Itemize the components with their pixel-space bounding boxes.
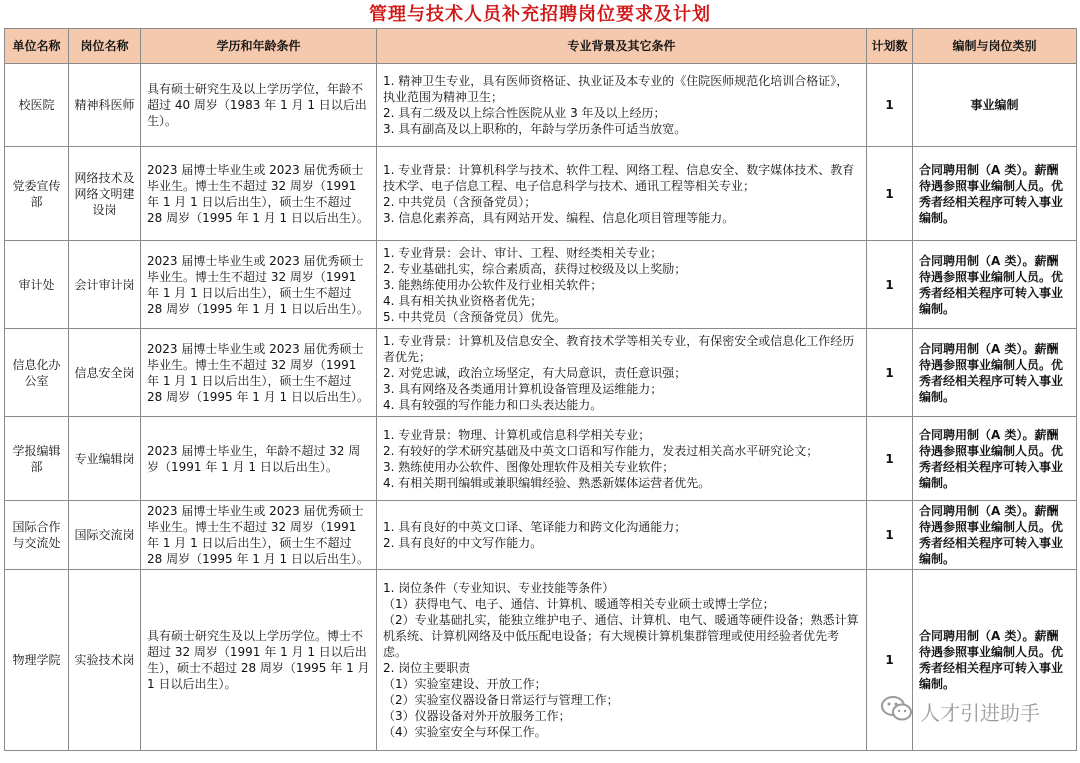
post-cell: 信息安全岗 <box>69 329 141 417</box>
req-cell <box>377 64 867 147</box>
unit-cell: 校医院 <box>5 64 69 147</box>
post-cell: 实验技术岗 <box>69 570 141 751</box>
req-cell <box>377 570 867 751</box>
req-line: （1）获得电气、电子、通信、计算机、暖通等相关专业硕士或博士学位； <box>383 597 775 611</box>
req-line: 4. 具有相关执业资格者优先； <box>383 293 543 308</box>
count-cell: 1 <box>867 501 913 570</box>
req-line: 1. 专业背景：计算机科学与技术、软件工程、网络工程、信息安全、数字媒体技术、教育技术学、电子信息工程、电子信息科学与技术、通讯工程等相关专业； <box>383 162 855 193</box>
req-line: 1. 岗位条件（专业知识、专业技能等条件） <box>383 581 615 595</box>
table-row <box>5 329 1077 417</box>
req-line: 2. 专业基础扎实，综合素质高，获得过校级及以上奖励； <box>383 261 687 276</box>
table-row <box>5 501 1077 570</box>
type-cell: 合同聘用制（A 类）。薪酬待遇参照事业编制人员。优秀者经相关程序可转入事业编制。 <box>913 501 1077 570</box>
table-row <box>5 64 1077 147</box>
unit-cell: 党委宣传部 <box>5 147 69 241</box>
req-cell <box>377 501 867 570</box>
header-unit: 单位名称 <box>5 29 69 64</box>
watermark-text: 人才引进助手 <box>920 701 1040 725</box>
page-title: 管理与技术人员补充招聘岗位要求及计划 <box>369 4 711 25</box>
req-line: （2）专业基础扎实，能独立维护电子、通信、计算机、电气、暖通等硬件设备；熟悉计算机系统、计算机网络及中低压配电设备；有大规模计算机集群管理或使用经验者优先考虑。 <box>383 613 859 659</box>
req-line: 2. 具有良好的中文写作能力。 <box>383 536 543 550</box>
unit-cell: 审计处 <box>5 241 69 329</box>
edu-cell: 2023 届博士毕业生或 2023 届优秀硕士毕业生。博士生不超过 32 周岁（1991 年 1 月 1 日以后出生），硕士生不超过 28 周岁（1995 年 1 月 1 日以后出生）。 <box>141 501 377 570</box>
req-line: 1. 专业背景：计算机及信息安全、教育技术学等相关专业，有保密安全或信息化工作经历者优先； <box>383 333 855 364</box>
count-cell: 1 <box>867 417 913 501</box>
unit-cell: 学报编辑部 <box>5 417 69 501</box>
type-cell: 合同聘用制（A 类）。薪酬待遇参照事业编制人员。优秀者经相关程序可转入事业编制。 <box>913 241 1077 329</box>
count-cell: 1 <box>867 570 913 751</box>
req-line: （2）实验室仪器设备日常运行与管理工作； <box>383 693 619 707</box>
req-line: 3. 能熟练使用办公软件及行业相关软件； <box>383 277 603 292</box>
header-type: 编制与岗位类别 <box>913 29 1077 64</box>
header-count: 计划数 <box>867 29 913 64</box>
post-cell: 网络技术及网络文明建设岗 <box>69 147 141 241</box>
req-line: （3）仪器设备对外开放服务工作； <box>383 709 571 723</box>
header-req: 专业背景及其它条件 <box>377 29 867 64</box>
req-line: 1. 专业背景：会计、审计、工程、财经类相关专业； <box>383 245 663 260</box>
req-line: （4）实验室安全与环保工作。 <box>383 725 547 739</box>
req-cell <box>377 241 867 329</box>
req-line: 1. 专业背景：物理、计算机或信息科学相关专业； <box>383 427 651 442</box>
unit-cell: 国际合作与交流处 <box>5 501 69 570</box>
count-cell: 1 <box>867 147 913 241</box>
req-line: 2. 中共党员（含预备党员）； <box>383 194 537 209</box>
req-line: 1. 具有良好的中英文口译、笔译能力和跨文化沟通能力； <box>383 520 687 534</box>
table-row <box>5 241 1077 329</box>
req-line: 3. 具有副高及以上职称的，年龄与学历条件可适当放宽。 <box>383 122 687 136</box>
req-line: 4. 有相关期刊编辑或兼职编辑经验、熟悉新媒体运营者优先。 <box>383 475 711 490</box>
req-line: 2. 对党忠诚，政治立场坚定，有大局意识，责任意识强； <box>383 365 687 380</box>
req-line: 2. 具有二级及以上综合性医院从业 3 年及以上经历； <box>383 106 666 120</box>
req-cell <box>377 147 867 241</box>
unit-cell: 物理学院 <box>5 570 69 751</box>
table-row <box>5 417 1077 501</box>
post-cell: 会计审计岗 <box>69 241 141 329</box>
post-cell: 精神科医师 <box>69 64 141 147</box>
table-row <box>5 147 1077 241</box>
req-cell <box>377 329 867 417</box>
unit-cell: 信息化办公室 <box>5 329 69 417</box>
type-cell: 事业编制 <box>913 64 1077 147</box>
req-line: 3. 信息化素养高，具有网站开发、编程、信息化项目管理等能力。 <box>383 210 735 225</box>
header-row <box>5 29 1077 64</box>
req-line: 5. 中共党员（含预备党员）优先。 <box>383 309 567 324</box>
edu-cell: 2023 届博士毕业生，年龄不超过 32 周岁（1991 年 1 月 1 日以后出生）。 <box>141 417 377 501</box>
post-cell: 国际交流岗 <box>69 501 141 570</box>
recruitment-table <box>4 28 1077 751</box>
type-cell: 合同聘用制（A 类）。薪酬待遇参照事业编制人员。优秀者经相关程序可转入事业编制。 <box>913 329 1077 417</box>
type-cell: 合同聘用制（A 类）。薪酬待遇参照事业编制人员。优秀者经相关程序可转入事业编制。 <box>913 570 1077 751</box>
req-cell <box>377 417 867 501</box>
type-cell: 合同聘用制（A 类）。薪酬待遇参照事业编制人员。优秀者经相关程序可转入事业编制。 <box>913 147 1077 241</box>
type-cell: 合同聘用制（A 类）。薪酬待遇参照事业编制人员。优秀者经相关程序可转入事业编制。 <box>913 417 1077 501</box>
req-line: （1）实验室建设、开放工作； <box>383 677 547 691</box>
req-line: 2. 有较好的学术研究基础及中英文口语和写作能力，发表过相关高水平研究论文； <box>383 443 819 458</box>
header-edu: 学历和年龄条件 <box>141 29 377 64</box>
req-line: 4. 具有较强的写作能力和口头表达能力。 <box>383 397 603 412</box>
edu-cell: 2023 届博士毕业生或 2023 届优秀硕士毕业生。博士生不超过 32 周岁（1991 年 1 月 1 日以后出生），硕士生不超过 28 周岁（1995 年 1 月 1 日以后出生）。 <box>141 147 377 241</box>
edu-cell: 2023 届博士毕业生或 2023 届优秀硕士毕业生。博士生不超过 32 周岁（1991 年 1 月 1 日以后出生），硕士生不超过 28 周岁（1995 年 1 月 1 日以后出生）。 <box>141 241 377 329</box>
req-line: 2. 岗位主要职责 <box>383 661 471 675</box>
req-line: 3. 具有网络及各类通用计算机设备管理及运维能力； <box>383 381 663 396</box>
count-cell: 1 <box>867 329 913 417</box>
watermark <box>880 694 1040 729</box>
req-line: 3. 熟练使用办公软件、图像处理软件及相关专业软件； <box>383 459 675 474</box>
count-cell: 1 <box>867 64 913 147</box>
req-line: 1. 精神卫生专业，具有医师资格证、执业证及本专业的《住院医师规范化培训合格证》，执业范围为精神卫生； <box>383 74 849 104</box>
header-post: 岗位名称 <box>69 29 141 64</box>
count-cell: 1 <box>867 241 913 329</box>
post-cell: 专业编辑岗 <box>69 417 141 501</box>
edu-cell: 具有硕士研究生及以上学历学位。博士不超过 32 周岁（1991 年 1 月 1 日以后出生），硕士不超过 28 周岁（1995 年 1 月 1 日以后出生）。 <box>141 570 377 751</box>
edu-cell: 具有硕士研究生及以上学历学位，年龄不超过 40 周岁（1983 年 1 月 1 日以后出生）。 <box>141 64 377 147</box>
edu-cell: 2023 届博士毕业生或 2023 届优秀硕士毕业生。博士生不超过 32 周岁（1991 年 1 月 1 日以后出生），硕士生不超过 28 周岁（1995 年 1 月 1 日以后出生）。 <box>141 329 377 417</box>
wechat-icon <box>880 694 914 729</box>
